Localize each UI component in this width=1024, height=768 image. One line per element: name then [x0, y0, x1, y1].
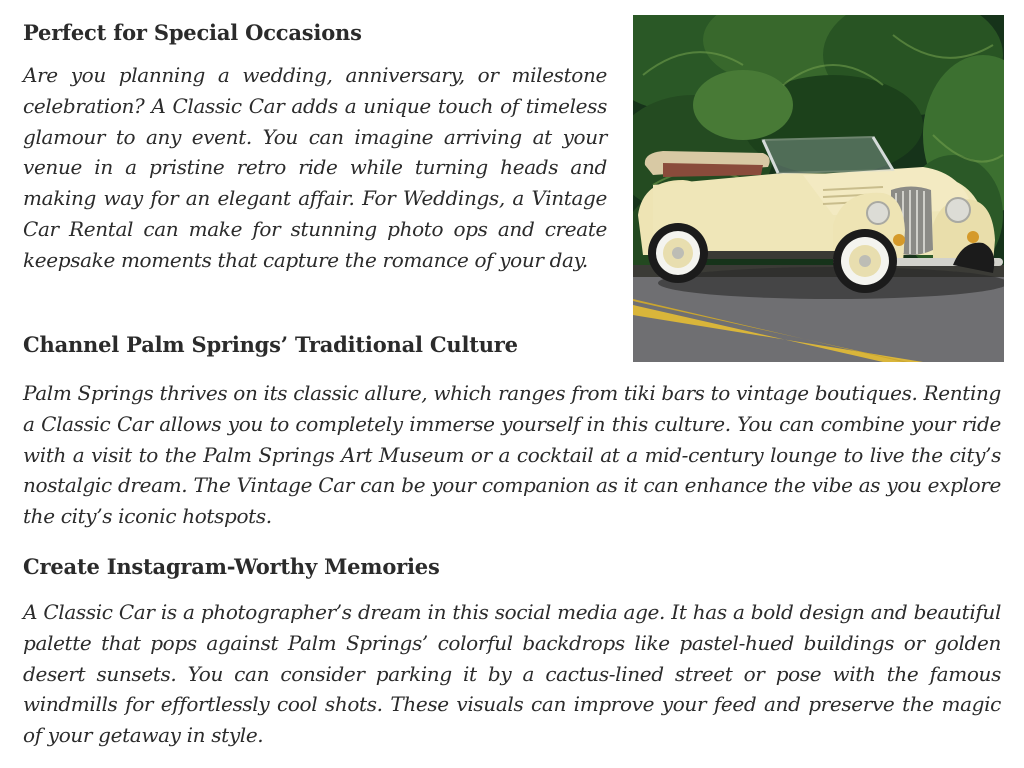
section-title-special-occasions: Perfect for Special Occasions — [23, 20, 362, 45]
section-title-instagram-memories: Create Instagram-Worthy Memories — [23, 554, 440, 579]
vintage-car-photo — [633, 15, 1004, 362]
paragraph-special-occasions: Are you planning a wedding, anniversary, or milestone celebration? A Classic Car adds a unique touch of timeless glamour to any event. You can imagine arriving at your venue in a pristine retro ride while turning heads and making way for an elegant affair. For Weddings, a Vintage Car Rental can make for stunning photo ops and create keepsake moments that capture the romance of your day. — [23, 63, 607, 272]
paragraph-palm-springs-culture: Palm Springs thrives on its classic allure, which ranges from tiki bars to vintage boutiques. Renting a Classic Car allows you to completely immerse yourself in this culture. You can combine your ride with a visit to the Palm Springs Art Museum or a cocktail at a mid-century lounge to live the city’s nostalgic dream. The Vintage Car can be your companion as it can enhance the vibe as you explore the city’s iconic hotspots. — [23, 381, 1001, 529]
section-title-palm-springs-culture: Channel Palm Springs’ Traditional Culture — [23, 332, 518, 357]
paragraph-instagram-memories: A Classic Car is a photographer’s dream in this social media age. It has a bold design and beautiful palette that pops against Palm Springs’ colorful backdrops like pastel-hued buildings or golden desert sunsets. You can consider parking it by a cactus-lined street or pose with the famous windmills for effortlessly cool shots. These visuals can improve your feed and preserve the magic of your getaway in style. — [23, 600, 1001, 748]
